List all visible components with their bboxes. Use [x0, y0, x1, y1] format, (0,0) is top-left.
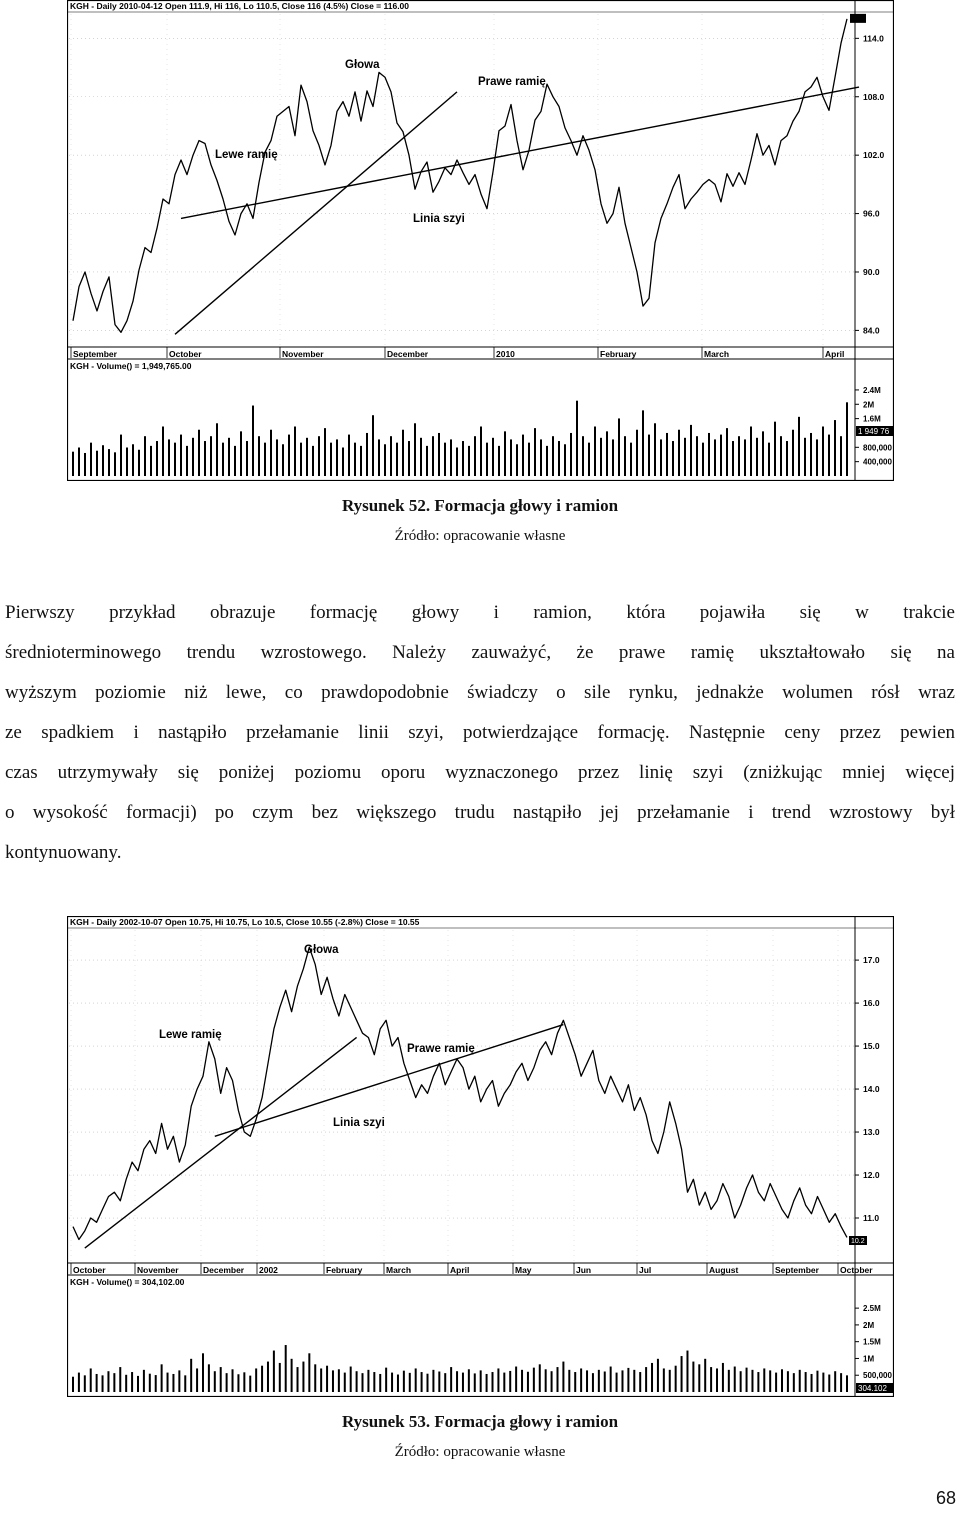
chart-header: KGH - Daily 2002-10-07 Open 10.75, Hi 10.75, Lo 10.5, Close 10.55 (-2.8%) Close = 10.55	[70, 917, 420, 927]
price-tick-label: 114.0	[863, 33, 884, 44]
price-series-line	[73, 947, 847, 1239]
volume-header: KGH - Volume() = 304,102.00	[70, 1277, 185, 1287]
month-label: October	[73, 1265, 106, 1275]
neckline-line	[215, 1025, 564, 1137]
pattern-annotation: Lewe ramię	[215, 149, 278, 161]
volume-tick-label: 1.6M	[863, 414, 881, 424]
month-label: March	[386, 1265, 412, 1275]
month-label: March	[704, 349, 730, 359]
volume-tick-label: 1M	[863, 1354, 875, 1364]
last-volume-label: 1 949 76	[858, 427, 890, 436]
trendline	[85, 1037, 357, 1248]
volume-tick-label: 2.4M	[863, 385, 881, 395]
pattern-annotation: Prawe ramię	[478, 76, 546, 88]
price-tick-label: 11.0	[863, 1213, 880, 1224]
body-paragraph	[5, 593, 955, 873]
price-tick-label: 102.0	[863, 150, 885, 161]
month-label: November	[282, 349, 324, 359]
figure-52-source: Źródło: opracowanie własne	[394, 528, 566, 544]
figure-53-caption: Rysunek 53. Formacja głowy i ramion	[341, 1412, 619, 1431]
month-label: October	[169, 349, 202, 359]
figure-52-chart	[67, 0, 894, 481]
volume-tick-label: 800,000	[863, 443, 892, 453]
paragraph-line: kontynuowany.	[5, 842, 122, 863]
month-label: October	[840, 1265, 873, 1275]
price-tick-label: 15.0	[863, 1041, 880, 1052]
figure-53-source: Źródło: opracowanie własne	[394, 1444, 566, 1460]
chart-header: KGH - Daily 2010-04-12 Open 111.9, Hi 116, Lo 110.5, Close 116 (4.5%) Close = 116.00	[70, 1, 410, 11]
paragraph-line: Pierwszy przykład obrazuje formację głowy i ramion, która pojawiła się w trakcie	[5, 602, 955, 623]
figure-52-caption: Rysunek 52. Formacja głowy i ramion	[341, 496, 619, 515]
month-label: December	[203, 1265, 245, 1275]
price-tick-label: 108.0	[863, 91, 885, 102]
chart-frame	[68, 917, 894, 1397]
price-tick-label: 13.0	[863, 1127, 880, 1138]
month-label: September	[775, 1265, 819, 1275]
chart-svg	[67, 916, 894, 1397]
figure-53-chart	[67, 916, 894, 1397]
volume-tick-label: 400,000	[863, 457, 892, 467]
month-label: Jul	[639, 1265, 652, 1275]
price-tick-label: 16.0	[863, 998, 880, 1009]
price-tick-label: 90.0	[863, 266, 880, 277]
volume-tick-label: 1.5M	[863, 1337, 881, 1347]
month-label: 2010	[496, 349, 515, 359]
chart-svg	[67, 0, 894, 481]
page-number: 68	[935, 1488, 956, 1508]
month-label: February	[600, 349, 637, 359]
month-label: September	[73, 349, 117, 359]
neckline-line	[181, 87, 859, 218]
volume-tick-label: 500,000	[863, 1371, 892, 1381]
month-label: December	[387, 349, 429, 359]
paragraph-line: o wysokość formacji) po czym bez większego trudu nastąpiło jej przełamanie i trend wzrostowy był	[5, 802, 955, 823]
price-tick-label: 17.0	[863, 955, 880, 966]
last-volume-label: 304.102	[858, 1384, 887, 1393]
last-price-label: 10.2	[851, 1238, 865, 1245]
pattern-annotation: Lewe ramię	[159, 1029, 222, 1041]
month-label: April	[450, 1265, 470, 1275]
month-label: April	[825, 349, 845, 359]
volume-tick-label: 2M	[863, 400, 875, 410]
chart-frame	[68, 1, 894, 481]
paragraph-line: ze spadkiem i nastąpiło przełamanie linii szyi, potwierdzające formację. Następnie ceny przez pewien	[5, 722, 955, 743]
price-tick-label: 96.0	[863, 208, 880, 219]
month-label: November	[137, 1265, 179, 1275]
last-price-marker	[850, 14, 866, 23]
pattern-annotation: Prawe ramię	[407, 1043, 475, 1055]
price-series-line	[73, 19, 847, 332]
pattern-annotation: Głowa	[304, 944, 339, 956]
month-label: May	[515, 1265, 532, 1275]
paragraph-line: wyższym poziomie niż lewe, co prawdopodobnie świadczy o sile rynku, jednakże wolumen rósł wraz	[5, 682, 955, 703]
paragraph-line: średnioterminowego trendu wzrostowego. Należy zauważyć, że prawe ramię ukształtowało się na	[5, 642, 955, 663]
pattern-annotation: Głowa	[345, 59, 380, 71]
volume-header: KGH - Volume() = 1,949,765.00	[70, 361, 192, 371]
pattern-annotation: Linia szyi	[333, 1117, 385, 1129]
price-tick-label: 84.0	[863, 325, 880, 336]
month-label: Jun	[576, 1265, 592, 1275]
volume-tick-label: 2.5M	[863, 1304, 881, 1314]
paragraph-line: czas utrzymywały się poniżej poziomu oporu wyznaczonego przez linię szyi (zniżkując mniej więcej	[5, 762, 955, 783]
month-label: August	[709, 1265, 739, 1275]
pattern-annotation: Linia szyi	[413, 213, 465, 225]
price-tick-label: 12.0	[863, 1170, 880, 1181]
month-label: February	[326, 1265, 363, 1275]
month-label: 2002	[259, 1265, 278, 1275]
volume-tick-label: 2M	[863, 1320, 875, 1330]
price-tick-label: 14.0	[863, 1084, 880, 1095]
